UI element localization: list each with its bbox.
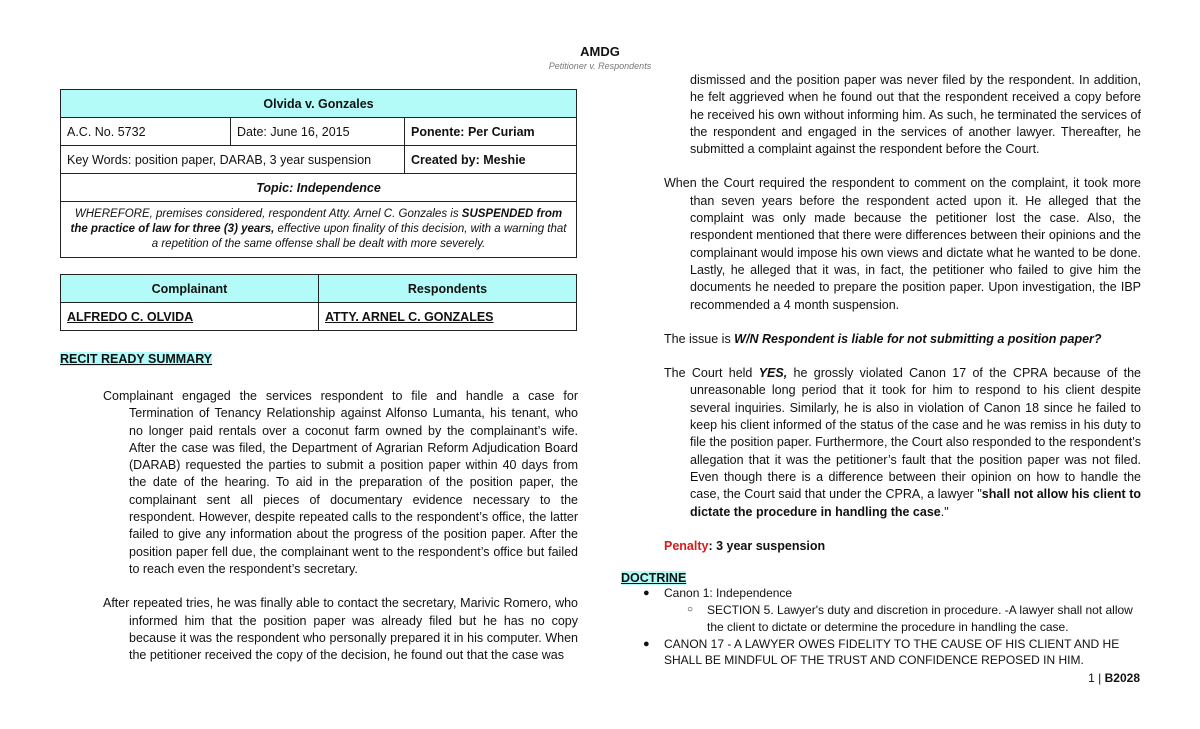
complainant-name: ALFREDO C. OLVIDA xyxy=(61,303,319,331)
case-title: Olvida v. Gonzales xyxy=(61,90,577,118)
case-topic: Topic: Independence xyxy=(61,174,577,202)
case-ruling xyxy=(61,202,577,258)
bullet-icon: ● xyxy=(643,587,650,600)
header-title: AMDG xyxy=(580,44,620,59)
recit-heading: RECIT READY SUMMARY xyxy=(60,352,213,366)
header-subtitle: Petitioner v. Respondents xyxy=(548,61,652,71)
case-keywords: Key Words: position paper, DARAB, 3 year suspension xyxy=(61,146,405,174)
complainant-header: Complainant xyxy=(61,275,319,303)
parties-table xyxy=(60,274,577,331)
left-column xyxy=(60,89,578,664)
bullet-icon: ● xyxy=(643,637,650,650)
doctrine-sub-item: ○ SECTION 5. Lawyer's duty and discretion in procedure. -A lawyer shall not allow the client to dictate or determine the procedure in handling the case. xyxy=(687,602,1133,634)
case-date: Date: June 16, 2015 xyxy=(231,118,405,146)
footer-code: B2028 xyxy=(1104,671,1140,685)
penalty xyxy=(664,538,1141,555)
respondent-name: ATTY. ARNEL C. GONZALES xyxy=(319,303,577,331)
ruling-text-pre: WHEREFORE, premises considered, respondent Atty. Arnel C. Gonzales is xyxy=(74,208,462,220)
recit-paragraph-3: When the Court required the respondent to comment on the complaint, it took more than seven years before the respondent acted upon it. He alleged that the complaint was only made because the petitioner lost the case. Also, the respondent mentioned that there were differences between their opinions and the complainant would impose his own views and dictate what he wanted to be done. Lastly, he alleged that it was, in fact, the petitioner who failed to give him the documents he needed to prepare the position paper. Upon investigation, the IBP recommended a 4 month suspension. xyxy=(664,176,1141,312)
court-held: The Court held YES, he grossly violated Canon 17 of the CPRA because of the unreasonable long period that it took for him to respond to his client despite several inquiries. Similarly, he is also in violation of Canon 18 since he failed to keep his client informed of the status of the case and he was remiss in his duty to file the position paper. Furthermore, the Court also responded to the respondent’s allegation that it was the petitioner’s fault that the position paper was not filed. Even though there is a difference between their opinion on how to handle the case, the Court said that under the CPRA, a lawyer "shall not allow his client to dictate the procedure in handling the case." xyxy=(664,366,1141,519)
recit-paragraph-2-continued: dismissed and the position paper was never filed by the respondent. In addition, he felt aggrieved when he found out that the respondent received a copy before he received his own without informing him. As such, he terminated the services of the respondent and engaged in the services of another lawyer. Thereafter, he submitted a complaint against the respondent before the Court. xyxy=(690,73,1141,157)
doctrine-item: ● Canon 1: Independence xyxy=(643,586,793,601)
doctrine-heading: DOCTRINE xyxy=(621,571,687,586)
ruling-text-post: effective upon finality of this decision, with a warning that a repetition of the same offense shall be dealt with more severely. xyxy=(151,223,567,250)
issue-statement: The issue is W/N Respondent is liable for not submitting a position paper? xyxy=(664,331,1102,346)
case-created-by: Created by: Meshie xyxy=(405,146,577,174)
ruling-text-bold: SUSPENDED from the practice of law for three (3) years, xyxy=(70,208,563,235)
case-number: A.C. No. 5732 xyxy=(61,118,231,146)
doctrine-item: ● CANON 17 - A LAWYER OWES FIDELITY TO THE CAUSE OF HIS CLIENT AND HE SHALL BE MINDFUL OF THE TRUST AND CONFIDENCE REPOSED IN HIM. xyxy=(643,636,1120,668)
doctrine-list xyxy=(643,585,1141,669)
penalty-value: : 3 year suspension xyxy=(708,538,826,553)
recit-paragraph-1: Complainant engaged the services respondent to file and handle a case for Termination of Tenancy Relationship against Alfonso Lumanta, his tenant, who no longer paid rentals over a coconut farm owned by the complainant’s wife. After the case was filed, the Department of Agrarian Reform Adjudication Board (DARAB) requested the parties to submit a position paper within 40 days from the date of the hearing. To aid in the preparation of the position paper, the complainant sent all pieces of documentary evidence necessary to the respondent. However, despite repeated calls to the respondent’s office, the latter failed to give any information about the progress of the position paper. After the position paper fell due, the complainant went to the respondent’s office but failed to reach even the respondent’s secretary. xyxy=(103,389,578,576)
respondents-header: Respondents xyxy=(319,275,577,303)
page-number: 1 xyxy=(1088,671,1095,685)
case-info-table xyxy=(60,89,577,258)
right-column xyxy=(621,72,1141,669)
case-ponente: Ponente: Per Curiam xyxy=(405,118,577,146)
circle-bullet-icon: ○ xyxy=(687,603,694,615)
penalty-label: Penalty xyxy=(664,538,709,553)
recit-paragraph-2: After repeated tries, he was finally able to contact the secretary, Marivic Romero, who informed him that the position paper was already filed but he has no copy because it was the respondent who personally prepared it in his computer. When the petitioner received the copy of the decision, he found out that the case was xyxy=(103,596,578,663)
page-footer: 1 | B2028 xyxy=(1088,671,1140,685)
